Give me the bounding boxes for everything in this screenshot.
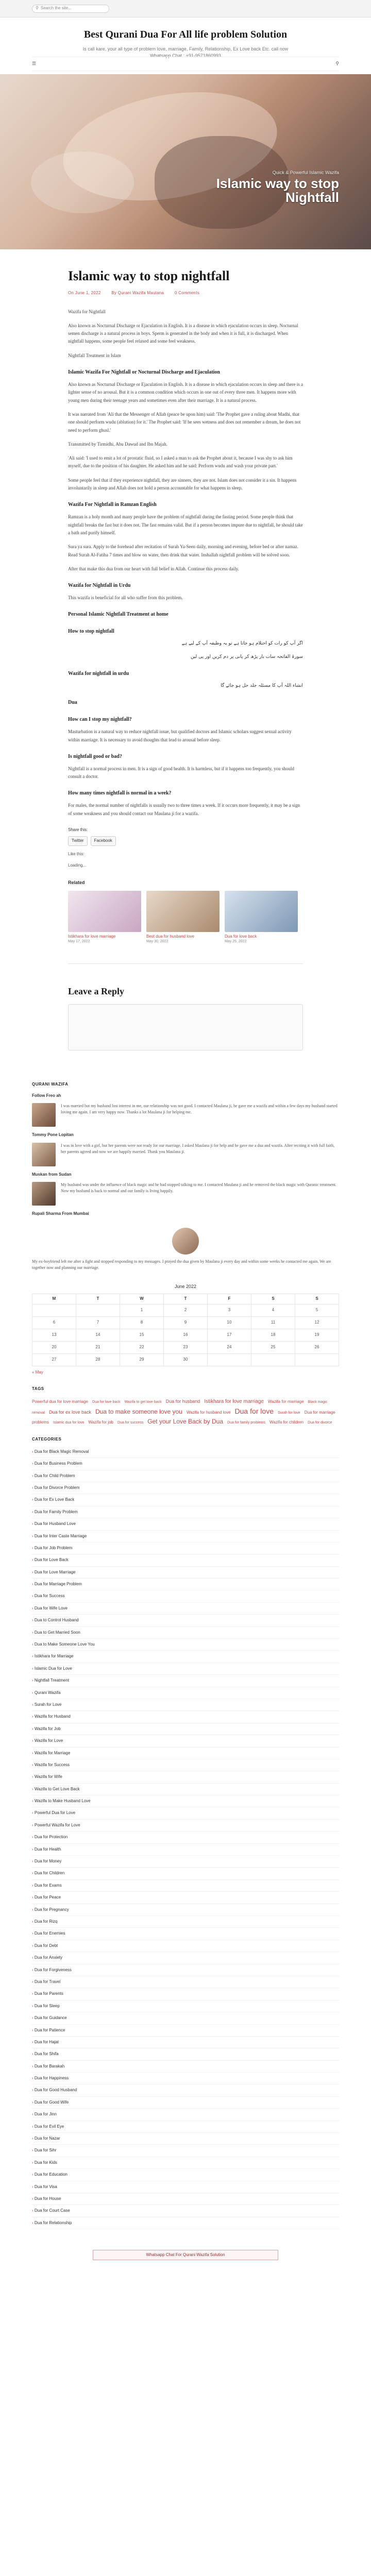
tag-link[interactable]: Dua for divorce — [308, 1420, 332, 1425]
site-header — [0, 18, 371, 74]
post-paragraph: For males, the normal number of nightfalls is usually two to three times a week. If it occurs more frequently, it may be a sign of some weakness and you should contact our Maulana ji for a wazifa. — [68, 803, 300, 816]
post-subheading: Wazifa for Nightfall in Urdu — [68, 583, 131, 589]
post-paragraph: Wazifa for Nightfall — [68, 309, 106, 314]
calendar-day: 30 — [164, 1353, 208, 1366]
tag-link[interactable]: Surah for love — [278, 1411, 300, 1415]
testimonial-text: I was in love with a girl, but her parents were not ready for our marriage. I asked Maulana ji for help and he gave me a dua and wazifa. After reciting it with full faith, her parents agreed and now we are happily married. Thank you Maulana ji. — [61, 1143, 335, 1154]
featured-caption-line1: Islamic way to stop — [216, 175, 339, 191]
category-item[interactable]: › Dua for Evil Eye — [32, 2121, 339, 2133]
calendar-day-header: T — [76, 1294, 120, 1304]
calendar-day: 5 — [295, 1304, 339, 1316]
calendar-day-header: F — [208, 1294, 251, 1304]
category-item[interactable]: › Wazifa for Wife — [32, 1771, 339, 1783]
calendar-day: 9 — [164, 1316, 208, 1329]
calendar-day: 8 — [120, 1316, 164, 1329]
category-item[interactable]: › Dua for Sleep — [32, 2001, 339, 2012]
post-date[interactable]: On June 1, 2022 — [68, 291, 101, 296]
category-item[interactable]: › Dua for Job Problem — [32, 1543, 339, 1554]
divider — [68, 963, 303, 964]
category-item[interactable]: › Dua for Husband Love — [32, 1518, 339, 1530]
comment-textarea[interactable] — [68, 1004, 303, 1050]
category-item[interactable]: › Dua for Shifa — [32, 2048, 339, 2060]
calendar-day: 14 — [76, 1329, 120, 1341]
category-item[interactable]: › Dua to Control Husband — [32, 1615, 339, 1626]
testimonial-name: Muskan from Sudan — [32, 1172, 72, 1177]
category-item[interactable]: › Nightfall Treatment — [32, 1675, 339, 1687]
calendar-week — [32, 1304, 339, 1316]
category-item[interactable]: › Dua for Anxiety — [32, 1952, 339, 1964]
calendar-prev-link[interactable]: « May — [32, 1369, 43, 1375]
post-paragraph: Sura ya sura. Apply to the forehead after recitation of Surah Ya-Seen daily, morning and evening, before bed or after namaz. Read Surah Al-Fatiha 7 times and blow on water, then drink that water. Inshallah nightfall problem will be solved soon. — [68, 544, 299, 557]
testimonial — [32, 1103, 339, 1127]
category-item[interactable]: › Dua for Kids — [32, 2157, 339, 2169]
category-item[interactable]: › Dua for Enemies — [32, 1928, 339, 1940]
testimonial — [32, 1182, 339, 1206]
related-post[interactable] — [225, 891, 298, 945]
featured-caption-line2: Nightfall — [285, 190, 339, 206]
calendar-day: 11 — [251, 1316, 295, 1329]
category-list — [32, 1446, 339, 2229]
related-date: May 25, 2022 — [225, 939, 247, 943]
main-navigation — [32, 57, 339, 71]
share-twitter-button[interactable]: Twitter — [68, 836, 88, 845]
category-item[interactable]: › Wazifa for Love — [32, 1735, 339, 1747]
testimonial-name: Tommy Pone Lopitan — [32, 1132, 74, 1138]
category-item[interactable]: › Istikhara for Marriage — [32, 1651, 339, 1663]
featured-caption-small: Quick & Powerful Islamic Wazifa — [272, 170, 339, 175]
categories-title: CATEGORIES — [32, 1437, 62, 1442]
category-item[interactable]: › Dua for Nazar — [32, 2133, 339, 2145]
category-item[interactable]: › Dua for Happiness — [32, 2073, 339, 2084]
post-paragraph: Ramzan is a holy month and many people have the problem of nightfall during the fasting period. Some people think that nightfall breaks the fast but it does not. The fast remains valid. But if a person becomes impure due to nightfall, he should take a bath and purify himself. — [68, 514, 303, 535]
calendar-caption: June 2022 — [174, 1283, 197, 1289]
category-item[interactable]: › Dua for Hajat — [32, 2037, 339, 2048]
top-bar — [0, 0, 371, 18]
category-item[interactable]: › Dua for Exams — [32, 1880, 339, 1892]
category-item[interactable]: › Dua for Good Husband — [32, 2084, 339, 2096]
tag-link[interactable]: Wazifa to get love back — [124, 1400, 162, 1404]
urdu-text: سورۃ الفاتحہ سات بار پڑھ کر پانی پر دم کریں اور پی لیں — [190, 654, 303, 659]
share-buttons — [68, 836, 303, 845]
tag-link[interactable]: Dua for love — [234, 1406, 274, 1415]
post-paragraph: It was narrated from 'Ali that the Messenger of Allah (peace be upon him) said: 'The Prophet gave a ruling about Madhi, that one should perform wudu (ablution) for it.' The Prophet said: 'If he sees wetness and does not remember a dream, he does not need to perform ghusl.' — [68, 411, 301, 433]
tag-link[interactable]: Wazifa for children — [269, 1419, 304, 1425]
tag-link[interactable]: Dua for ex love back — [48, 1409, 92, 1415]
tags-title: TAGS — [32, 1386, 44, 1391]
post-subheading: Dua — [68, 700, 77, 706]
footer — [0, 2245, 371, 2265]
tag-link[interactable]: Wazifa for job — [88, 1419, 113, 1425]
calendar-day: 20 — [32, 1341, 76, 1353]
category-item[interactable]: › Dua for Forgiveness — [32, 1964, 339, 1976]
post-author[interactable]: By Qurani Wazifa Maulana — [111, 291, 164, 296]
post-paragraph: This wazifa is beneficial for all who suffer from this problem. — [68, 595, 183, 601]
post-meta — [68, 290, 303, 296]
category-item[interactable]: › Dua for Visa — [32, 2181, 339, 2193]
widget-title: QURANI WAZIFA — [32, 1081, 69, 1087]
menu-icon[interactable]: ☰ — [32, 61, 37, 66]
avatar — [32, 1103, 56, 1127]
tag-link[interactable]: Dua for family problems — [227, 1420, 265, 1425]
category-item[interactable]: › Dua for Success — [32, 1590, 339, 1602]
calendar-day: 10 — [208, 1316, 251, 1329]
calendar-day: 18 — [251, 1329, 295, 1341]
testimonial — [32, 1143, 339, 1166]
calendar-day: 21 — [76, 1341, 120, 1353]
calendar-day: 27 — [32, 1353, 76, 1366]
related-title[interactable]: Best dua for husband love — [146, 934, 194, 939]
category-item[interactable]: › Wazifa for Job — [32, 1723, 339, 1735]
calendar-day-header: S — [295, 1294, 339, 1304]
category-item[interactable]: › Dua for House — [32, 2193, 339, 2205]
related-thumbnail[interactable] — [225, 891, 298, 932]
calendar-table — [32, 1294, 339, 1366]
post-subheading: Wazifa for nightfall in urdu — [68, 671, 129, 676]
related-label: Related — [68, 879, 85, 885]
tag-link[interactable]: Powerful dua for love marriage — [32, 1399, 88, 1404]
search-placeholder: Search the site... — [40, 6, 72, 11]
calendar-day: 22 — [120, 1341, 164, 1353]
category-item[interactable]: › Wazifa for Success — [32, 1759, 339, 1771]
category-item[interactable]: › Dua for Wife Love — [32, 1603, 339, 1615]
related-title[interactable]: Istikhara for love marriage — [68, 934, 116, 939]
tag-link[interactable]: Dua for love back — [92, 1400, 121, 1404]
post-title: Islamic way to stop nightfall — [68, 268, 230, 283]
related-post[interactable] — [68, 891, 141, 945]
whatsapp-chat-button[interactable]: Whatsapp Chat For Qurani Wazifa Solution — [93, 2250, 278, 2260]
like-loading: Loading... — [68, 863, 87, 868]
calendar-day-header: W — [120, 1294, 164, 1304]
calendar-day: 24 — [208, 1341, 251, 1353]
testimonial-name: Follow Freo ah — [32, 1093, 61, 1098]
related-date: May 17, 2022 — [68, 939, 90, 943]
calendar-header-row — [32, 1294, 339, 1304]
category-item[interactable]: › Wazifa to Make Husband Love — [32, 1795, 339, 1807]
calendar-day: 17 — [208, 1329, 251, 1341]
category-item[interactable]: › Dua for Guidance — [32, 2012, 339, 2024]
featured-caption — [216, 170, 339, 205]
calendar-day — [251, 1353, 295, 1366]
search-icon: ⚲ — [36, 6, 39, 11]
post-subheading: How many times nightfall is normal in a week? — [68, 790, 172, 796]
post-subheading: How to stop nightfall — [68, 629, 114, 635]
avatar — [172, 1228, 199, 1255]
post-paragraph: Masturbation is a natural way to reduce nightfall issue, but qualified doctors and Islamic scholars suggest sexual activity within marriage. It is necessary to avoid thoughts that lead to arousal before sleep. — [68, 729, 292, 742]
post-subheading: Islamic Wazifa For Nightfall or Nocturnal Discharge and Ejaculation — [68, 369, 220, 376]
category-item[interactable]: › Dua for Sihr — [32, 2145, 339, 2157]
calendar-day: 19 — [295, 1329, 339, 1341]
category-item[interactable]: › Dua for Inter Caste Marriage — [32, 1531, 339, 1543]
calendar-day: 4 — [251, 1304, 295, 1316]
category-item[interactable]: › Wazifa for Husband — [32, 1711, 339, 1723]
tag-cloud — [32, 1397, 339, 1426]
category-item[interactable]: › Dua to Get Married Soon — [32, 1627, 339, 1639]
calendar-week — [32, 1353, 339, 1366]
category-item[interactable]: › Powerful Dua for Love — [32, 1807, 339, 1819]
post-subheading: Wazifa For Nightfall in Ramzan English — [68, 502, 157, 508]
related-posts — [68, 891, 303, 945]
category-item[interactable]: › Dua for Divorce Problem — [32, 1482, 339, 1494]
profile-text: My ex-boyfriend left me after a fight and stopped responding to my messages. I prayed the dua given by Maulana ji every day and within some weeks he contacted me again. We are together now and planning our marriage. — [32, 1259, 331, 1270]
category-item[interactable]: › Dua for Business Problem — [32, 1458, 339, 1470]
category-item[interactable]: › Dua for Children — [32, 1868, 339, 1879]
calendar-day: 26 — [295, 1341, 339, 1353]
search-input[interactable] — [32, 5, 109, 13]
calendar-day: 6 — [32, 1316, 76, 1329]
calendar-day[interactable]: 1 — [120, 1304, 164, 1316]
calendar-week — [32, 1316, 339, 1329]
calendar-day — [76, 1304, 120, 1316]
calendar-day: 12 — [295, 1316, 339, 1329]
like-label: Like this: — [68, 851, 85, 856]
calendar-day: 29 — [120, 1353, 164, 1366]
tag-link[interactable]: Dua for husband — [165, 1399, 200, 1404]
post-paragraph: Also known as Nocturnal Discharge or Ejaculation in English. It is a disease in which ejaculation occurs in sleep and there is a lighter sense of no arousal. But it is a common condition which occurs in one out of every three men. It happens more with young men during their teenage years and sometimes even after their marriage. It is a natural process. — [68, 382, 303, 403]
share-facebook-button[interactable]: Facebook — [91, 836, 116, 845]
category-item[interactable]: › Wazifa for Marriage — [32, 1748, 339, 1759]
calendar-day — [295, 1353, 339, 1366]
tag-link[interactable]: Dua for marriage problems — [32, 1410, 335, 1425]
category-item[interactable]: › Dua for Education — [32, 2169, 339, 2181]
urdu-text: اگر آپ کو رات کو احتلام ہو جاتا ہے تو یہ وظیفہ آپ کے لیے ہے — [181, 641, 303, 647]
category-item[interactable]: › Wazifa to Get Love Back — [32, 1784, 339, 1795]
calendar-day: 13 — [32, 1329, 76, 1341]
post-paragraph: 'Ali said: 'I used to emit a lot of prostatic fluid, so I asked a man to ask the Prophet about it, because I was shy to ask him myself, due to the position of his daughter. He asked him and he said: Perform wudu and wash your private part.' — [68, 455, 293, 469]
category-item[interactable]: › Dua for Relationship — [32, 2217, 339, 2229]
category-item[interactable]: › Dua for Debt — [32, 1940, 339, 1952]
category-item[interactable]: › Dua for Protection — [32, 1832, 339, 1843]
post-content — [0, 249, 371, 964]
nav-search-icon[interactable]: ⚲ — [335, 61, 339, 66]
tag-link[interactable]: Black magic removal — [32, 1400, 328, 1415]
sidebar-widgets — [0, 1081, 371, 2229]
related-title[interactable]: Dua for love back — [225, 934, 257, 939]
share-label: Share this: — [68, 827, 88, 833]
related-thumbnail[interactable] — [146, 891, 220, 932]
site-title[interactable]: Best Qurani Dua For All life problem Solution — [83, 29, 288, 40]
category-item[interactable]: › Dua for Travel — [32, 1976, 339, 1988]
category-item[interactable]: › Dua for Parents — [32, 1988, 339, 2000]
calendar-day-header: T — [164, 1294, 208, 1304]
category-item[interactable]: › Dua for Good Wife — [32, 2097, 339, 2109]
comment-form — [0, 985, 371, 1050]
related-date: May 30, 2022 — [146, 939, 168, 943]
category-item[interactable]: › Dua for Barakah — [32, 2061, 339, 2073]
category-item[interactable]: › Dua to Make Someone Love You — [32, 1639, 339, 1651]
category-item[interactable]: › Dua for Pregnancy — [32, 1904, 339, 1916]
post-paragraph: Nightfall is a normal process in men. It is a sign of good health. It is harmless, but if it happens too frequently, you should consult a doctor. — [68, 766, 294, 779]
calendar-day: 23 — [164, 1341, 208, 1353]
calendar-day: 15 — [120, 1329, 164, 1341]
post-paragraph: After that make this dua from our heart with full belief in Allah. Continue this process daily. — [68, 566, 239, 571]
featured-image — [0, 74, 371, 249]
calendar-week — [32, 1341, 339, 1353]
calendar-day: 7 — [76, 1316, 120, 1329]
calendar-day: 25 — [251, 1341, 295, 1353]
category-item[interactable]: › Dua for Court Case — [32, 2205, 339, 2217]
calendar-day-header: M — [32, 1294, 76, 1304]
category-item[interactable]: › Powerful Wazifa for Love — [32, 1820, 339, 1832]
category-item[interactable]: › Dua for Jinn — [32, 2109, 339, 2121]
tag-link[interactable]: Wazifa for husband love — [186, 1410, 231, 1415]
category-item[interactable]: › Islamic Dua for Love — [32, 1663, 339, 1675]
tag-link[interactable]: Dua for success — [117, 1420, 144, 1425]
testimonial-text: I was married but my husband lost interest in me, our relationship was not good. I contacted Maulana ji, he gave me a wazifa and within a few days my husband started loving me again. I am very happy now. Thanks a lot Maulana ji for helping me. — [61, 1104, 338, 1115]
category-item[interactable]: › Dua for Money — [32, 1856, 339, 1868]
category-item[interactable]: › Qurani Wazifa — [32, 1687, 339, 1699]
post-paragraph: Also known as Nocturnal Discharge or Ejaculation in English. It is a disease in which ejaculation occurs in sleep. Nocturnal semen discharge is a natural process in boys. Sperm is generated in the body and when it is full, it is discharged. When nightfall happens, some people feel relaxed and some feel weakness. — [68, 323, 298, 344]
calendar-week — [32, 1329, 339, 1341]
calendar-day: 2 — [164, 1304, 208, 1316]
category-item[interactable]: › Dua for Health — [32, 1844, 339, 1856]
site-description: Is call kare, your all type of problem love, marriage, Family, Relationship, Ex Love back Etc. call now Whatsapp Chat : +91-9571860993 — [82, 46, 289, 58]
tag-link[interactable]: Istikhara for love marriage — [204, 1399, 264, 1405]
post-paragraph: Transmitted by Tirmidhi, Abu Dawud and Ibn Majah. — [68, 441, 167, 447]
category-item[interactable]: › Dua for Ex Love Back — [32, 1494, 339, 1506]
related-post[interactable] — [146, 891, 220, 945]
category-item[interactable]: › Dua for Child Problem — [32, 1470, 339, 1482]
post-paragraph: Nightfall Treatment in Islam — [68, 352, 121, 358]
profile-block — [32, 1228, 339, 1271]
category-item[interactable]: › Surah for Love — [32, 1699, 339, 1711]
post-body — [68, 308, 303, 818]
calendar-day — [32, 1304, 76, 1316]
category-item[interactable]: › Dua for Peace — [32, 1892, 339, 1904]
category-item[interactable]: › Dua for Patience — [32, 2025, 339, 2037]
post-subheading: How can I stop my nightfall? — [68, 717, 132, 723]
category-item[interactable]: › Dua for Marriage Problem — [32, 1579, 339, 1590]
calendar-day: 28 — [76, 1353, 120, 1366]
calendar-day-header: S — [251, 1294, 295, 1304]
tag-link[interactable]: Get your Love Back by Dua — [147, 1417, 224, 1425]
calendar-widget — [32, 1283, 339, 1376]
category-item[interactable]: › Dua for Love Back — [32, 1554, 339, 1566]
category-item[interactable]: › Dua for Black Magic Removal — [32, 1446, 339, 1458]
avatar — [32, 1182, 56, 1206]
calendar-day — [208, 1353, 251, 1366]
post-subheading: Personal Islamic Nightfall Treatment at home — [68, 612, 168, 618]
post-subheading: Is nightfall good or bad? — [68, 753, 122, 759]
calendar-day: 3 — [208, 1304, 251, 1316]
profile-name: Rupali Sharma From Mumbai — [32, 1211, 89, 1216]
category-item[interactable]: › Dua for Love Marriage — [32, 1567, 339, 1579]
testimonial-text: My husband was under the influence of black magic and he had stopped talking to me. I contacted Maulana ji and he removed the black magic with Quranic treatment. Now my husband is back to normal and our family is living happily. — [61, 1182, 336, 1194]
avatar — [32, 1143, 56, 1166]
category-item[interactable]: › Dua for Rizq — [32, 1916, 339, 1928]
urdu-text: انشاء اللہ آپ کا مسئلہ جلد حل ہو جائے گا — [221, 683, 303, 688]
category-item[interactable]: › Dua for Family Problem — [32, 1506, 339, 1518]
post-comments[interactable]: 0 Comments — [174, 291, 200, 296]
tag-link[interactable]: Islamic dua for love — [53, 1420, 85, 1425]
related-thumbnail[interactable] — [68, 891, 141, 932]
calendar-day: 16 — [164, 1329, 208, 1341]
tag-link[interactable]: Dua to make someone love you — [95, 1408, 182, 1415]
reply-title: Leave a Reply — [68, 986, 124, 996]
post-paragraph: Some people feel that if they experience nightfall, they are sinners, they are not. Islam does not consider it a sin. It happens involuntarily in sleep and Allah does not hold a person accountable for what happens in sleep. — [68, 477, 297, 491]
tag-link[interactable]: Wazifa for marriage — [268, 1399, 304, 1404]
